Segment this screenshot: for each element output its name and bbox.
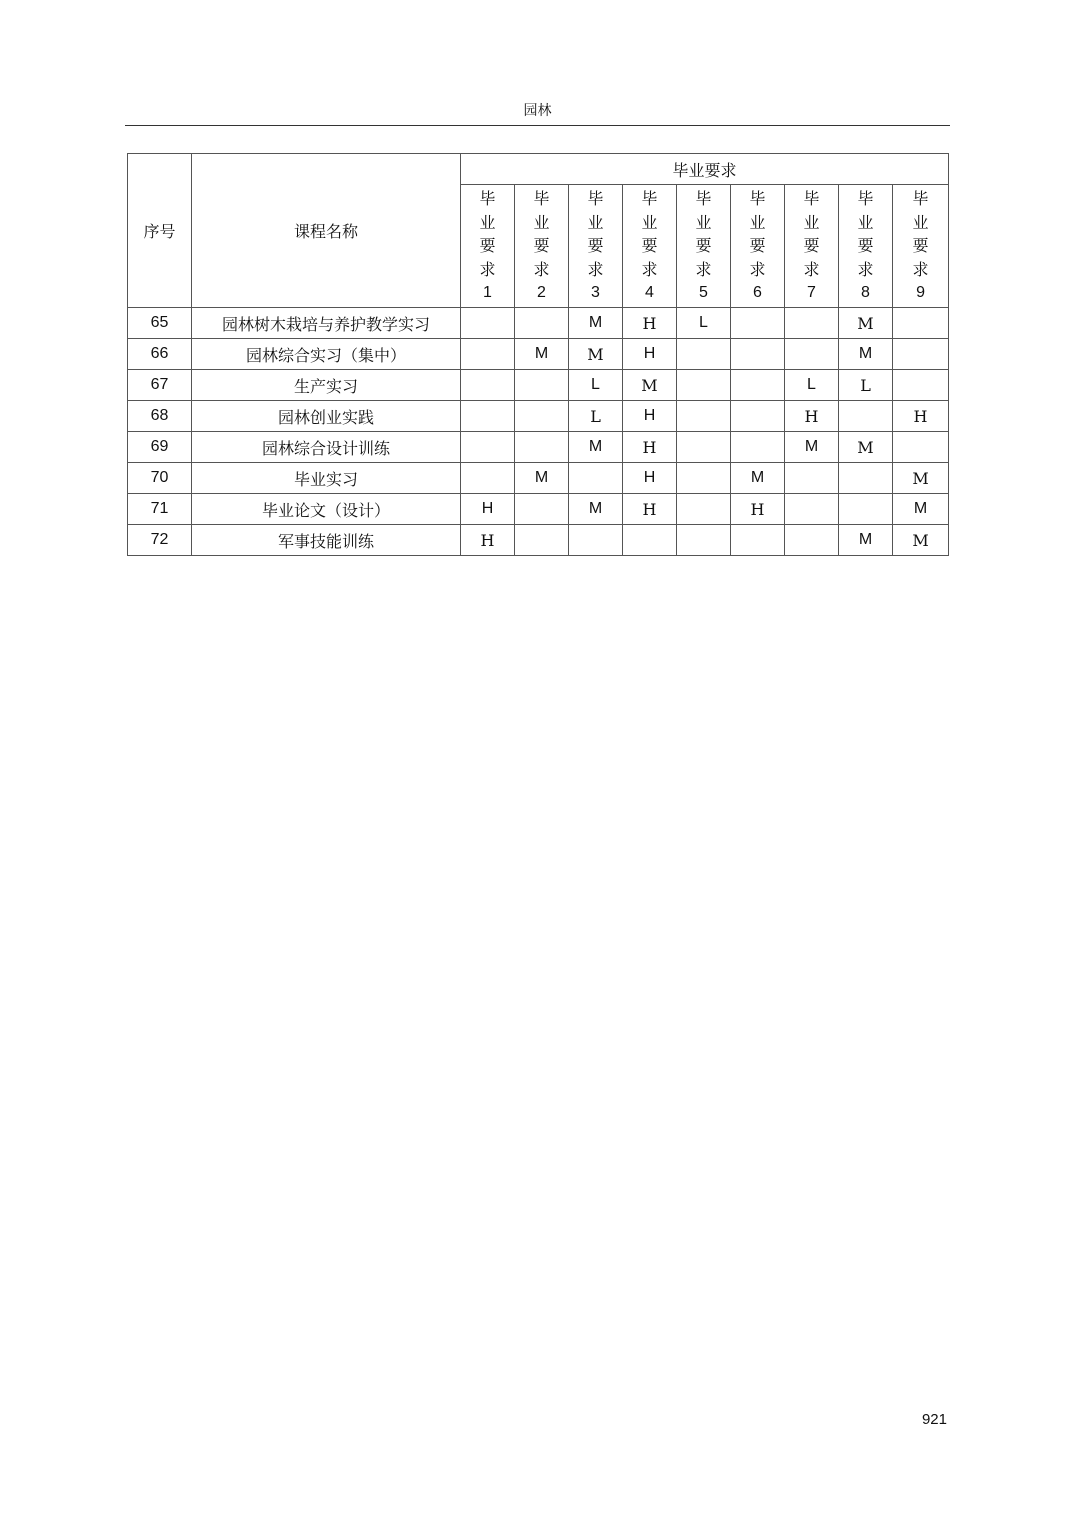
table-row [128,401,949,432]
cell-req-5 [677,525,731,556]
cell-req-5: L [677,308,731,339]
cell-req-3: L [569,370,623,401]
cell-req-5 [677,370,731,401]
cell-req-7: L [785,370,839,401]
cell-req-2 [515,370,569,401]
cell-req-9: M [893,463,949,494]
cell-req-4: H [623,494,677,525]
cell-req-6 [731,432,785,463]
page-number: 921 [921,1411,947,1428]
cell-req-1 [461,463,515,494]
cell-seq: 69 [128,432,192,463]
col-header-req-6: 毕业要求 6 [731,185,785,308]
cell-req-7 [785,463,839,494]
cell-seq: 68 [128,401,192,432]
cell-seq: 70 [128,463,192,494]
table-row [128,339,949,370]
cell-course-name: 毕业实习 [192,463,461,494]
cell-req-4: H [623,432,677,463]
col-header-req-7: 毕业要求 7 [785,185,839,308]
col-header-req-9: 毕业要求 9 [893,185,949,308]
cell-req-3 [569,525,623,556]
cell-req-9 [893,432,949,463]
table-row [128,370,949,401]
cell-req-6 [731,525,785,556]
col-header-req-1: 毕业要求 1 [461,185,515,308]
cell-req-6: H [731,494,785,525]
cell-req-6 [731,370,785,401]
cell-req-2 [515,525,569,556]
table-row [128,308,949,339]
cell-req-2 [515,308,569,339]
cell-req-1: H [461,494,515,525]
table-row [128,525,949,556]
cell-req-1 [461,432,515,463]
course-requirement-matrix [127,153,949,556]
cell-req-5 [677,463,731,494]
cell-req-7 [785,494,839,525]
cell-req-2 [515,401,569,432]
cell-req-4: H [623,308,677,339]
table-row [128,463,949,494]
cell-req-1 [461,401,515,432]
col-header-course: 课程名称 [192,154,461,308]
cell-course-name: 园林综合实习（集中） [192,339,461,370]
cell-req-2: M [515,339,569,370]
col-header-req-3: 毕业要求 3 [569,185,623,308]
cell-req-5 [677,339,731,370]
cell-req-7 [785,308,839,339]
cell-req-8: M [839,432,893,463]
cell-req-9: H [893,401,949,432]
col-header-req-5: 毕业要求 5 [677,185,731,308]
cell-req-4 [623,525,677,556]
cell-req-1: H [461,525,515,556]
cell-req-8: L [839,370,893,401]
cell-course-name: 园林树木栽培与养护教学实习 [192,308,461,339]
col-header-seq: 序号 [128,154,192,308]
cell-req-7: M [785,432,839,463]
col-header-req-8: 毕业要求 8 [839,185,893,308]
col-header-req-4: 毕业要求 4 [623,185,677,308]
table-header [128,154,949,308]
cell-req-6: M [731,463,785,494]
cell-req-2 [515,432,569,463]
cell-req-5 [677,494,731,525]
cell-req-8: M [839,525,893,556]
cell-req-2 [515,494,569,525]
cell-seq: 71 [128,494,192,525]
cell-req-3: M [569,308,623,339]
cell-req-3 [569,463,623,494]
cell-req-9 [893,370,949,401]
cell-req-9 [893,308,949,339]
col-header-req-2: 毕业要求 2 [515,185,569,308]
cell-req-4: H [623,339,677,370]
cell-course-name: 生产实习 [192,370,461,401]
cell-req-7 [785,339,839,370]
cell-req-8 [839,494,893,525]
cell-req-7: H [785,401,839,432]
cell-course-name: 园林创业实践 [192,401,461,432]
table-row [128,494,949,525]
cell-req-5 [677,432,731,463]
cell-course-name: 园林综合设计训练 [192,432,461,463]
cell-seq: 67 [128,370,192,401]
cell-req-2: M [515,463,569,494]
cell-req-4: H [623,401,677,432]
cell-course-name: 毕业论文（设计） [192,494,461,525]
cell-req-8 [839,401,893,432]
cell-req-1 [461,308,515,339]
cell-req-1 [461,370,515,401]
cell-req-9: M [893,494,949,525]
cell-req-1 [461,339,515,370]
cell-req-3: M [569,339,623,370]
cell-seq: 65 [128,308,192,339]
cell-req-7 [785,525,839,556]
cell-req-9: M [893,525,949,556]
cell-seq: 72 [128,525,192,556]
cell-req-3: M [569,494,623,525]
cell-req-8: M [839,339,893,370]
cell-req-8 [839,463,893,494]
running-header [125,100,950,126]
cell-req-4: M [623,370,677,401]
cell-course-name: 军事技能训练 [192,525,461,556]
cell-req-4: H [623,463,677,494]
cell-seq: 66 [128,339,192,370]
cell-req-6 [731,339,785,370]
cell-req-6 [731,401,785,432]
cell-req-5 [677,401,731,432]
table-body [128,308,949,556]
cell-req-3: L [569,401,623,432]
running-header-title: 园林 [523,103,552,119]
table-row [128,432,949,463]
cell-req-3: M [569,432,623,463]
cell-req-9 [893,339,949,370]
col-header-group: 毕业要求 [461,154,949,185]
cell-req-6 [731,308,785,339]
cell-req-8: M [839,308,893,339]
